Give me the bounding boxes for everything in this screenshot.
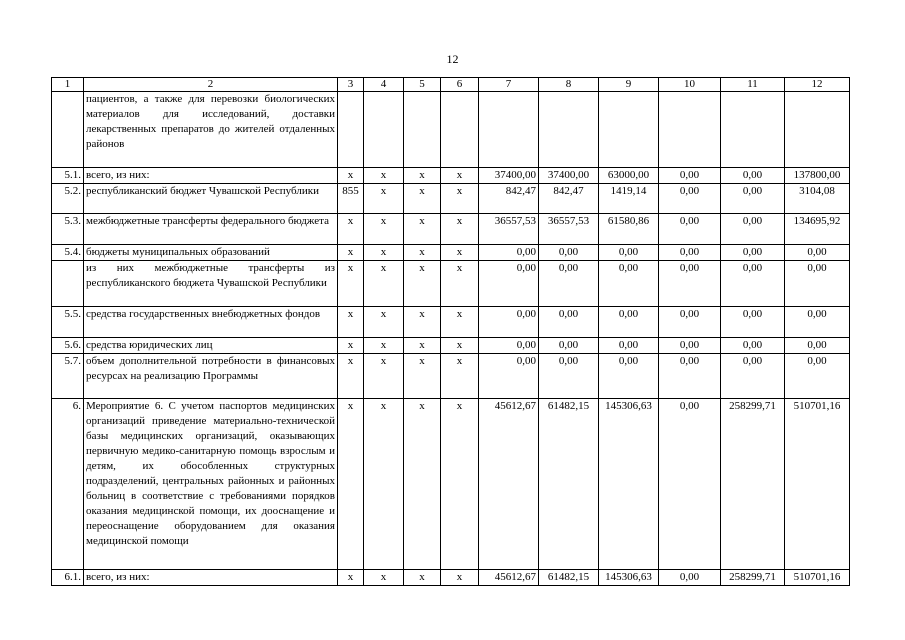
row-description-cell: Мероприятие 6. С учетом паспортов медицинских организаций приведение материально-технической базы медицинских организаций, оказывающих первичную медико-санитарную помощь взрослым и детям, их обособленных структурных подразделений, центральных районных и районных больниц в соответствие с требованиями порядков оказания медицинской помощи, их дооснащение и переоснащение оборудованием для оказания медицинской помощи	[84, 399, 338, 570]
value-cell: х	[441, 338, 479, 354]
table-row	[52, 184, 850, 214]
value-cell: х	[441, 307, 479, 338]
header-row	[52, 78, 850, 92]
table-row	[52, 570, 850, 586]
value-cell	[338, 92, 364, 168]
value-cell: 0,00	[659, 261, 721, 307]
value-cell: 0,00	[785, 354, 850, 399]
value-cell: х	[364, 245, 404, 261]
value-cell: х	[338, 214, 364, 245]
value-cell: х	[441, 184, 479, 214]
value-cell: 0,00	[721, 261, 785, 307]
value-cell: 37400,00	[539, 168, 599, 184]
header-cell: 12	[785, 78, 850, 92]
value-cell: 0,00	[659, 214, 721, 245]
value-cell: 45612,67	[479, 570, 539, 586]
value-cell: х	[404, 399, 441, 570]
header-cell: 6	[441, 78, 479, 92]
value-cell: 0,00	[659, 399, 721, 570]
row-number-cell: 5.2.	[52, 184, 84, 214]
value-cell: 258299,71	[721, 399, 785, 570]
value-cell: 0,00	[659, 307, 721, 338]
row-description-cell: межбюджетные трансферты федерального бюджета	[84, 214, 338, 245]
table-row	[52, 245, 850, 261]
value-cell: х	[404, 570, 441, 586]
value-cell: 0,00	[721, 168, 785, 184]
row-description-cell: всего, из них:	[84, 168, 338, 184]
value-cell: 510701,16	[785, 570, 850, 586]
value-cell: х	[404, 307, 441, 338]
value-cell: 37400,00	[479, 168, 539, 184]
value-cell	[479, 92, 539, 168]
value-cell: 0,00	[539, 338, 599, 354]
value-cell: 0,00	[479, 307, 539, 338]
value-cell: 0,00	[659, 168, 721, 184]
table-row	[52, 307, 850, 338]
value-cell: х	[364, 354, 404, 399]
value-cell: 0,00	[721, 214, 785, 245]
row-description-cell: бюджеты муниципальных образований	[84, 245, 338, 261]
row-number-cell	[52, 261, 84, 307]
row-number-cell	[52, 92, 84, 168]
row-number-cell: 5.4.	[52, 245, 84, 261]
value-cell	[441, 92, 479, 168]
value-cell: 258299,71	[721, 570, 785, 586]
value-cell: х	[404, 354, 441, 399]
value-cell	[404, 92, 441, 168]
header-cell: 11	[721, 78, 785, 92]
value-cell	[721, 92, 785, 168]
value-cell: 61580,86	[599, 214, 659, 245]
value-cell: 0,00	[479, 354, 539, 399]
header-cell: 7	[479, 78, 539, 92]
value-cell	[539, 92, 599, 168]
value-cell: 0,00	[539, 245, 599, 261]
value-cell: х	[364, 399, 404, 570]
value-cell: 63000,00	[599, 168, 659, 184]
value-cell: 61482,15	[539, 570, 599, 586]
row-description-cell: пациентов, а также для перевозки биологических материалов для исследований, доставки лекарственных препаратов до жителей отдаленных районов	[84, 92, 338, 168]
table-row	[52, 338, 850, 354]
value-cell: 134695,92	[785, 214, 850, 245]
value-cell: х	[441, 354, 479, 399]
value-cell: 0,00	[659, 338, 721, 354]
value-cell: х	[364, 570, 404, 586]
value-cell: х	[364, 307, 404, 338]
value-cell: 0,00	[599, 245, 659, 261]
value-cell: 145306,63	[599, 399, 659, 570]
value-cell: х	[364, 214, 404, 245]
header-cell: 5	[404, 78, 441, 92]
value-cell: 0,00	[721, 338, 785, 354]
value-cell: х	[441, 214, 479, 245]
value-cell: 0,00	[659, 184, 721, 214]
value-cell: 61482,15	[539, 399, 599, 570]
value-cell: 0,00	[599, 261, 659, 307]
value-cell: 0,00	[539, 261, 599, 307]
value-cell: х	[338, 307, 364, 338]
header-cell: 9	[599, 78, 659, 92]
value-cell: 3104,08	[785, 184, 850, 214]
header-cell: 10	[659, 78, 721, 92]
value-cell: 0,00	[785, 245, 850, 261]
value-cell: х	[364, 168, 404, 184]
row-number-cell: 5.7.	[52, 354, 84, 399]
value-cell: 0,00	[659, 245, 721, 261]
header-cell: 8	[539, 78, 599, 92]
value-cell: х	[364, 261, 404, 307]
row-description-cell: объем дополнительной потребности в финансовых ресурсах на реализацию Программы	[84, 354, 338, 399]
row-description-cell: всего, из них:	[84, 570, 338, 586]
value-cell: х	[364, 184, 404, 214]
value-cell: х	[338, 261, 364, 307]
value-cell	[659, 92, 721, 168]
row-number-cell: 5.1.	[52, 168, 84, 184]
value-cell: х	[338, 399, 364, 570]
value-cell: 1419,14	[599, 184, 659, 214]
value-cell: 0,00	[479, 338, 539, 354]
value-cell: х	[441, 245, 479, 261]
table-row	[52, 168, 850, 184]
table-row	[52, 92, 850, 168]
value-cell: 0,00	[721, 354, 785, 399]
value-cell: 0,00	[721, 245, 785, 261]
row-description-cell: из них межбюджетные трансферты из республиканского бюджета Чувашской Республики	[84, 261, 338, 307]
value-cell: х	[404, 214, 441, 245]
value-cell: 137800,00	[785, 168, 850, 184]
value-cell: 0,00	[479, 261, 539, 307]
value-cell: х	[338, 168, 364, 184]
header-cell: 4	[364, 78, 404, 92]
row-number-cell: 6.1.	[52, 570, 84, 586]
row-description-cell: республиканский бюджет Чувашской Республики	[84, 184, 338, 214]
value-cell: х	[404, 184, 441, 214]
value-cell	[599, 92, 659, 168]
value-cell	[785, 92, 850, 168]
value-cell: х	[338, 245, 364, 261]
row-description-cell: средства государственных внебюджетных фондов	[84, 307, 338, 338]
value-cell: 0,00	[721, 184, 785, 214]
value-cell: х	[404, 261, 441, 307]
value-cell: 0,00	[539, 354, 599, 399]
value-cell: 0,00	[785, 307, 850, 338]
value-cell: х	[338, 338, 364, 354]
value-cell: х	[404, 245, 441, 261]
row-number-cell: 5.5.	[52, 307, 84, 338]
value-cell: х	[404, 338, 441, 354]
row-description-cell: средства юридических лиц	[84, 338, 338, 354]
page-number: 12	[446, 52, 459, 66]
value-cell: 45612,67	[479, 399, 539, 570]
table-row	[52, 354, 850, 399]
budget-table	[51, 77, 850, 586]
value-cell: 510701,16	[785, 399, 850, 570]
value-cell: 0,00	[785, 261, 850, 307]
row-number-cell: 6.	[52, 399, 84, 570]
header-cell: 3	[338, 78, 364, 92]
row-number-cell: 5.6.	[52, 338, 84, 354]
value-cell: 145306,63	[599, 570, 659, 586]
value-cell: 842,47	[479, 184, 539, 214]
value-cell: х	[364, 338, 404, 354]
value-cell: х	[441, 168, 479, 184]
value-cell: 842,47	[539, 184, 599, 214]
table-row	[52, 214, 850, 245]
row-number-cell: 5.3.	[52, 214, 84, 245]
value-cell: 0,00	[659, 570, 721, 586]
value-cell: х	[441, 570, 479, 586]
value-cell: х	[404, 168, 441, 184]
value-cell: 0,00	[599, 338, 659, 354]
value-cell: х	[338, 354, 364, 399]
value-cell	[364, 92, 404, 168]
value-cell: 0,00	[659, 354, 721, 399]
value-cell: 0,00	[721, 307, 785, 338]
value-cell: 855	[338, 184, 364, 214]
value-cell: 36557,53	[479, 214, 539, 245]
value-cell: х	[441, 399, 479, 570]
value-cell: 0,00	[599, 307, 659, 338]
header-cell: 2	[84, 78, 338, 92]
value-cell: 0,00	[539, 307, 599, 338]
value-cell: х	[441, 261, 479, 307]
table-row	[52, 261, 850, 307]
value-cell: х	[338, 570, 364, 586]
value-cell: 0,00	[479, 245, 539, 261]
value-cell: 0,00	[785, 338, 850, 354]
value-cell: 0,00	[599, 354, 659, 399]
value-cell: 36557,53	[539, 214, 599, 245]
table-row	[52, 399, 850, 570]
header-cell: 1	[52, 78, 84, 92]
